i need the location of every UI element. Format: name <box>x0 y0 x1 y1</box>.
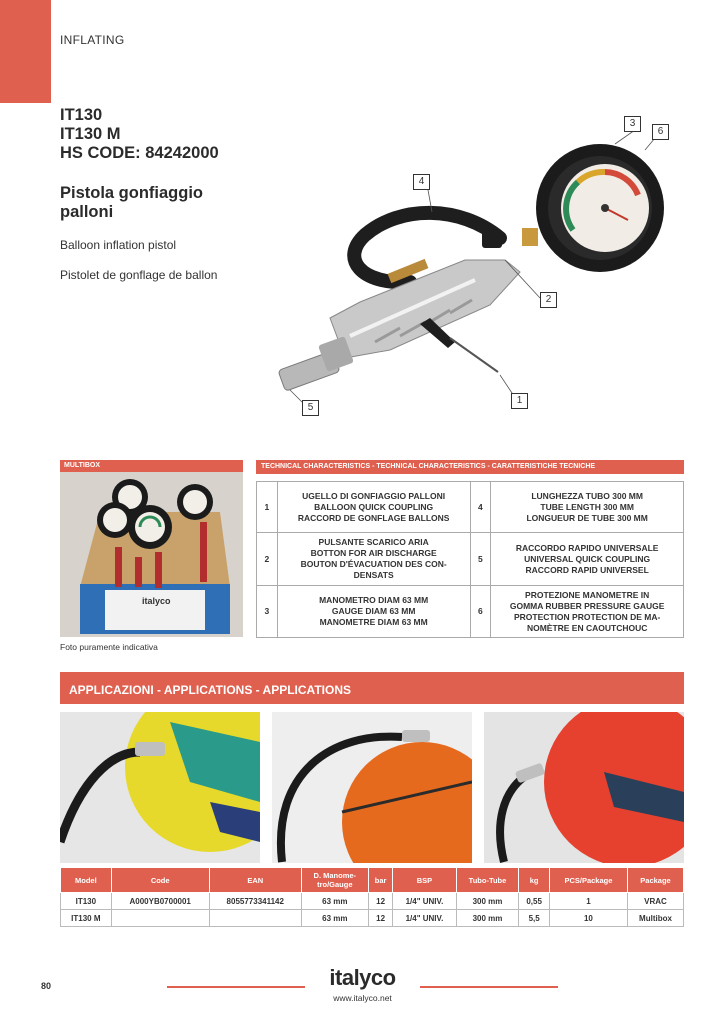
col-pcs-package: PCS/Package <box>549 868 627 893</box>
tech-desc: PROTEZIONE MANOMETRE IN GOMMA RUBBER PRESSURE GAUGE PROTECTION PROTECTION DE MA- NOMÈTRE EN CAOUTCHOUC <box>491 586 684 638</box>
model-code-m: IT130 M <box>60 125 121 143</box>
multibox-illustration <box>60 472 243 637</box>
tech-desc: MANOMETRO DIAM 63 MM GAUGE DIAM 63 MM MANOMETRE DIAM 63 MM <box>277 586 470 638</box>
cell-gauge: 63 mm <box>301 910 368 927</box>
title-french: Pistolet de gonflage de ballon <box>60 268 218 282</box>
callout-6: 6 <box>652 124 669 140</box>
tech-table <box>256 481 684 638</box>
multibox-caption: Foto puramente indicativa <box>60 642 158 652</box>
callout-4: 4 <box>413 174 430 190</box>
cell-kg: 5,5 <box>519 910 549 927</box>
cell-bsp: 1/4" UNIV. <box>393 893 456 910</box>
tech-row <box>257 586 684 638</box>
callout-3: 3 <box>624 116 641 132</box>
cell-code: A000YB0700001 <box>111 893 209 910</box>
tech-num: 6 <box>470 586 491 638</box>
col-bar: bar <box>368 868 393 893</box>
cell-kg: 0,55 <box>519 893 549 910</box>
tech-desc: RACCORDO RAPIDO UNIVERSALE UNIVERSAL QUICK COUPLING RACCORD RAPID UNIVERSEL <box>491 533 684 586</box>
section-tab-block <box>0 0 51 103</box>
cell-model: IT130 <box>61 893 112 910</box>
tech-num: 5 <box>470 533 491 586</box>
product-table <box>60 867 684 927</box>
cell-bsp: 1/4" UNIV. <box>393 910 456 927</box>
cell-bar: 12 <box>368 910 393 927</box>
callout-2: 2 <box>540 292 557 308</box>
tech-num: 3 <box>257 586 278 638</box>
cell-pcs: 1 <box>549 893 627 910</box>
inflation-pistol-illustration <box>260 110 700 420</box>
col-ean: EAN <box>209 868 301 893</box>
model-code: IT130 <box>60 106 103 124</box>
col-tube: Tubo-Tube <box>456 868 519 893</box>
table-row <box>61 910 684 927</box>
cell-model: IT130 M <box>61 910 112 927</box>
tech-desc: UGELLO DI GONFIAGGIO PALLONI BALLOON QUICK COUPLING RACCORD DE GONFLAGE BALLONS <box>277 482 470 533</box>
tech-desc: PULSANTE SCARICO ARIA BOTTON FOR AIR DISCHARGE BOUTON D'ÉVACUATION DES CON- DENSATS <box>277 533 470 586</box>
tech-row <box>257 482 684 533</box>
application-photo-volleyball <box>60 712 260 863</box>
col-gauge: D. Manome-tro/Gauge <box>301 868 368 893</box>
cell-code <box>111 910 209 927</box>
cell-bar: 12 <box>368 893 393 910</box>
cell-package: Multibox <box>628 910 684 927</box>
col-model: Model <box>61 868 112 893</box>
cell-tube: 300 mm <box>456 893 519 910</box>
application-photo-basketball <box>272 712 472 863</box>
col-code: Code <box>111 868 209 893</box>
brand-logo: italyco <box>329 965 396 990</box>
cell-ean <box>209 910 301 927</box>
multibox-header: MULTIBOX <box>60 460 243 472</box>
cell-ean: 8055773341142 <box>209 893 301 910</box>
tech-num: 1 <box>257 482 278 533</box>
cell-pcs: 10 <box>549 910 627 927</box>
col-bsp: BSP <box>393 868 456 893</box>
hs-code: HS CODE: 84242000 <box>60 144 219 162</box>
callout-1: 1 <box>511 393 528 409</box>
tech-header: TECHNICAL CHARACTERISTICS - TECHNICAL CHARACTERISTICS - CARATTERISTICHE TECNICHE <box>256 460 684 474</box>
page-number: 80 <box>41 981 52 991</box>
callout-5: 5 <box>302 400 319 416</box>
col-package: Package <box>628 868 684 893</box>
cell-tube: 300 mm <box>456 910 519 927</box>
application-photo-soccerball <box>484 712 684 863</box>
tech-row <box>257 533 684 586</box>
multibox-photo <box>60 472 243 637</box>
product-codes <box>60 106 219 163</box>
tech-num: 4 <box>470 482 491 533</box>
footer-rule-right <box>420 986 558 988</box>
footer-rule-left <box>167 986 305 988</box>
product-image <box>260 110 700 420</box>
table-row <box>61 893 684 910</box>
title-italian: Pistola gonfiaggio palloni <box>60 184 203 221</box>
product-table-header <box>61 868 684 893</box>
applications-header: APPLICAZIONI - APPLICATIONS - APPLICATIONS <box>60 672 684 704</box>
section-label: INFLATING <box>60 33 125 47</box>
title-english: Balloon inflation pistol <box>60 238 177 252</box>
cell-gauge: 63 mm <box>301 893 368 910</box>
tech-num: 2 <box>257 533 278 586</box>
multibox-box-logo: italyco <box>142 596 171 606</box>
cell-package: VRAC <box>628 893 684 910</box>
tech-desc: LUNGHEZZA TUBO 300 MM TUBE LENGTH 300 MM LONGUEUR DE TUBE 300 MM <box>491 482 684 533</box>
col-kg: kg <box>519 868 549 893</box>
website-link[interactable]: www.italyco.net <box>333 993 392 1003</box>
